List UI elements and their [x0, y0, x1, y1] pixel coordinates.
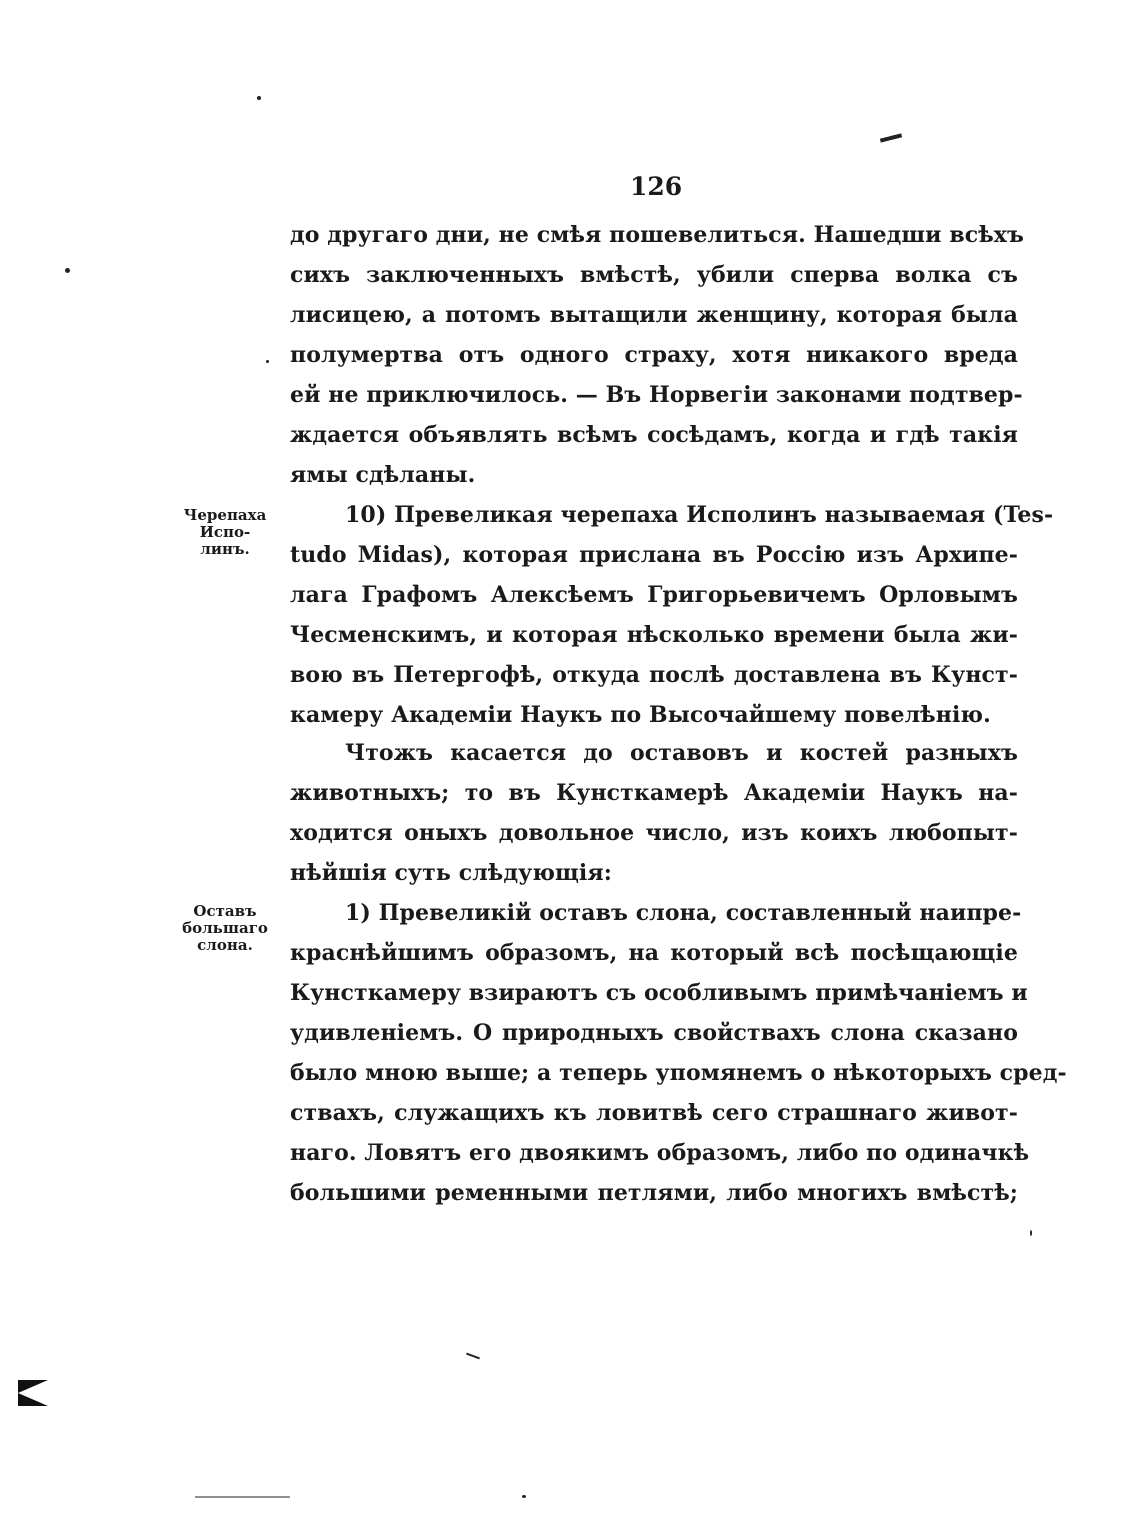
text-line: ствахъ, служащихъ къ ловитвѣ сего страшнаго живот- — [290, 1100, 1018, 1126]
scan-speck — [65, 268, 70, 273]
text-line: полумертва отъ одного страху, хотя никакого вреда — [290, 342, 1018, 368]
scan-speck — [522, 1495, 526, 1498]
page-number: 126 — [630, 172, 683, 201]
text-line: ходится оныхъ довольное число, изъ коихъ любопыт- — [290, 820, 1018, 846]
text-line: сихъ заключенныхъ вмѣстѣ, убили сперва волка съ — [290, 262, 1018, 288]
text-line: до другаго дни, не смѣя пошевелиться. Нашедши всѣхъ — [290, 222, 1024, 248]
text-line: Чтожъ касается до оставовъ и костей разныхъ — [345, 740, 1018, 766]
text-line: 1) Превеликій оставъ слона, составленный наипре- — [345, 900, 1022, 926]
text-line: tudo Midas), которая прислана въ Россію изъ Архипе- — [290, 542, 1018, 568]
page-corner-mark — [18, 1380, 48, 1406]
text-line: вою въ Петергофѣ, откуда послѣ доставлена въ Кунст- — [290, 662, 1018, 688]
scan-dash — [880, 133, 902, 142]
scan-dash — [195, 1496, 290, 1498]
scan-speck — [266, 360, 269, 363]
text-line: краснѣйшимъ образомъ, на который всѣ посѣщающіе — [290, 940, 1018, 966]
text-line: ждается объявлять всѣмъ сосѣдамъ, когда и гдѣ такія — [290, 422, 1018, 448]
margin-note-line: слона. — [197, 936, 253, 954]
text-line: удивленіемъ. О природныхъ свойствахъ слона сказано — [290, 1020, 1018, 1046]
margin-note-elephant — [168, 903, 282, 954]
text-line: наго. Ловятъ его двоякимъ образомъ, либо по одиначкѣ — [290, 1140, 1030, 1166]
text-line: лага Графомъ Алексѣемъ Григорьевичемъ Орловымъ — [290, 582, 1018, 608]
margin-note-tortoise — [168, 507, 282, 558]
scan-speck — [1030, 1230, 1032, 1236]
margin-note-line: Оставъ — [193, 902, 257, 920]
text-line: животныхъ; то въ Кунсткамерѣ Академіи Наукъ на- — [290, 780, 1018, 806]
scan-dash — [466, 1353, 480, 1360]
text-line: ямы сдѣланы. — [290, 462, 476, 488]
text-line: камеру Академіи Наукъ по Высочайшему повелѣнію. — [290, 702, 991, 728]
text-line: большими ременными петлями, либо многихъ вмѣстѣ; — [290, 1180, 1018, 1206]
margin-note-line: Черепаха — [183, 506, 267, 524]
text-line: Кунсткамеру взираютъ съ особливымъ примѣчаніемъ и — [290, 980, 1028, 1006]
text-line: Чесменскимъ, и которая нѣсколько времени была жи- — [290, 622, 1018, 648]
text-line: лисицею, а потомъ вытащили женщину, которая была — [290, 302, 1018, 328]
margin-note-line: большаго — [182, 919, 268, 937]
text-line: нѣйшія суть слѣдующія: — [290, 860, 612, 886]
margin-note-line: линъ. — [200, 540, 250, 558]
margin-note-line: Испо- — [199, 523, 251, 541]
scan-speck — [257, 96, 261, 100]
text-line: было мною выше; а теперь упомянемъ о нѣкоторыхъ сред- — [290, 1060, 1067, 1086]
text-line: ей не приключилось. — Въ Норвегіи законами подтвер- — [290, 382, 1023, 408]
text-line: 10) Превеликая черепаха Исполинъ называемая (Tes- — [345, 502, 1054, 528]
